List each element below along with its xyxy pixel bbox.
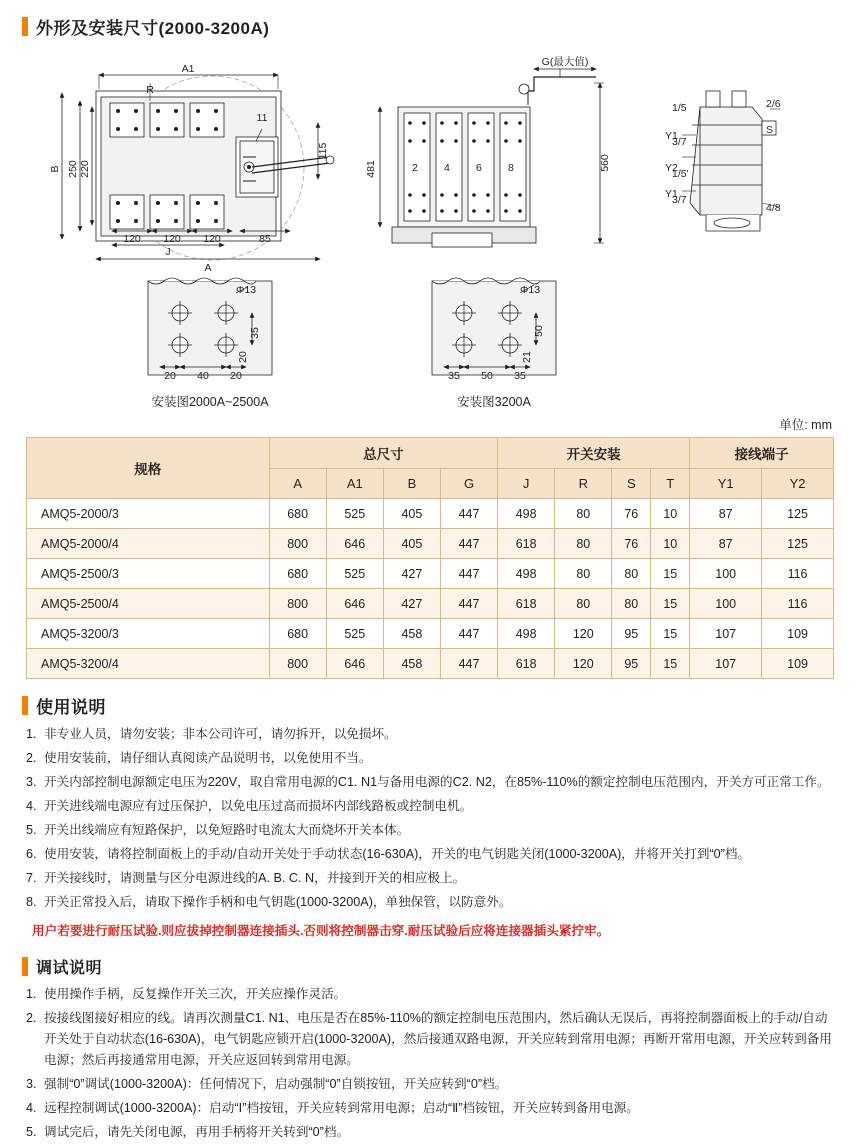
- terminal-Y1-a: Y1: [665, 130, 678, 142]
- item-number: 1.: [26, 727, 37, 741]
- terminal-1-5: 1/5: [672, 102, 687, 114]
- heading-text: 使用说明: [36, 698, 106, 717]
- col-header-Y1: Y1: [690, 469, 762, 499]
- cell-B: 405: [383, 499, 440, 529]
- cell-Y2: 125: [762, 529, 834, 559]
- cell-R: 80: [555, 559, 612, 589]
- cell-model: AMQ5-3200/4: [27, 649, 270, 679]
- cell-G: 447: [440, 589, 497, 619]
- dim-120-c: 120: [203, 233, 221, 245]
- heading-text: 调试说明: [36, 960, 103, 977]
- cell-model: AMQ5-2000/4: [27, 529, 270, 559]
- cell-S: 76: [612, 529, 651, 559]
- mount-small-caption: 安装图2000A~2500A: [151, 395, 269, 409]
- cell-R: 80: [555, 499, 612, 529]
- dim-85: 85: [259, 233, 271, 245]
- cell-A1: 646: [326, 589, 383, 619]
- technical-drawings: [0, 45, 860, 413]
- list-item: [0, 820, 860, 841]
- cell-B: 405: [383, 529, 440, 559]
- cell-B: 458: [383, 649, 440, 679]
- terminal-3-7-a: 3/7: [672, 136, 687, 148]
- cell-model: AMQ5-2500/4: [27, 589, 270, 619]
- cell-T: 15: [651, 589, 690, 619]
- table-row: [27, 529, 834, 559]
- label-pole-4: 4: [444, 162, 450, 174]
- col-header-switch-mount: 开关安装: [498, 438, 690, 469]
- col-header-overall: 总尺寸: [269, 438, 498, 469]
- cell-Y2: 125: [762, 499, 834, 529]
- col-header-B: B: [383, 469, 440, 499]
- item-text: 开关进线端电源应有过压保护，以免电压过高而损坏内部线路板或控制电机。: [44, 799, 473, 813]
- cell-R: 120: [555, 649, 612, 679]
- dim-120-a: 120: [123, 233, 141, 245]
- cell-J: 498: [498, 619, 555, 649]
- mount-big-21: 21: [521, 351, 533, 363]
- item-number: 6.: [26, 847, 37, 861]
- cell-T: 10: [651, 499, 690, 529]
- item-text: 开关接线时，请测量与区分电源进线的A. B. C. N，并接到开关的相应极上。: [44, 871, 466, 885]
- item-text: 开关内部控制电源额定电压为220V，取自常用电源的C1. N1与备用电源的C2. N2，在85%-110%的额定控制电压范围内，开关方可正常工作。: [44, 775, 830, 789]
- cell-Y1: 107: [690, 649, 762, 679]
- cell-G: 447: [440, 529, 497, 559]
- debug-list: [0, 984, 860, 1143]
- dim-560: 560: [599, 154, 611, 172]
- cell-Y1: 107: [690, 619, 762, 649]
- cell-model: AMQ5-2500/3: [27, 559, 270, 589]
- cell-G: 447: [440, 559, 497, 589]
- dim-120-b: 120: [163, 233, 181, 245]
- terminal-1-5-prime: 1/5': [672, 168, 689, 180]
- item-number: 2.: [26, 1011, 37, 1025]
- item-text: 强制“0”调试(1000-3200A)：任何情况下，启动强制“0”自锁按钮，开关应转到“0”档。: [44, 1077, 508, 1091]
- cell-A1: 525: [326, 499, 383, 529]
- cell-B: 427: [383, 589, 440, 619]
- heading-accent-bar: [22, 696, 28, 715]
- cell-Y2: 109: [762, 619, 834, 649]
- list-item: [0, 1122, 860, 1143]
- item-number: 5.: [26, 823, 37, 837]
- item-number: 3.: [26, 775, 37, 789]
- cell-R: 80: [555, 589, 612, 619]
- drawing-svg: [0, 45, 860, 413]
- mount-small-35: 35: [249, 327, 261, 339]
- mount-small-20c: 20: [237, 351, 249, 363]
- list-item: [0, 844, 860, 865]
- dim-481: 481: [365, 160, 377, 178]
- cell-Y1: 87: [690, 529, 762, 559]
- label-pole-8: 8: [508, 162, 514, 174]
- cell-Y1: 100: [690, 589, 762, 619]
- cell-S: 95: [612, 649, 651, 679]
- dim-J: J: [165, 246, 171, 258]
- table-row: [27, 499, 834, 529]
- cell-G: 447: [440, 499, 497, 529]
- col-header-A1: A1: [326, 469, 383, 499]
- cell-T: 15: [651, 649, 690, 679]
- cell-S: 95: [612, 619, 651, 649]
- mount-big-35a: 35: [448, 370, 460, 382]
- table-row: [27, 619, 834, 649]
- cell-J: 618: [498, 589, 555, 619]
- item-number: 3.: [26, 1077, 37, 1091]
- cell-Y1: 87: [690, 499, 762, 529]
- col-header-G: G: [440, 469, 497, 499]
- dim-B: B: [49, 165, 61, 173]
- cell-A: 800: [269, 529, 326, 559]
- dim-G: G(最大值): [541, 56, 589, 68]
- label-pole-2: 2: [412, 162, 418, 174]
- cell-A: 800: [269, 649, 326, 679]
- cell-Y2: 116: [762, 559, 834, 589]
- section-heading-debug: [22, 955, 860, 978]
- dim-11: 11: [256, 112, 268, 124]
- table-row: [27, 589, 834, 619]
- cell-T: 15: [651, 619, 690, 649]
- cell-A1: 646: [326, 649, 383, 679]
- label-pole-6: 6: [476, 162, 482, 174]
- item-text: 使用操作手柄，反复操作开关三次，开关应操作灵活。: [44, 987, 347, 1001]
- mount-small-phi: Φ13: [236, 284, 257, 296]
- list-item: [0, 1098, 860, 1119]
- cell-Y2: 109: [762, 649, 834, 679]
- col-header-terminals: 接线端子: [690, 438, 834, 469]
- cell-model: AMQ5-2000/3: [27, 499, 270, 529]
- cell-A: 680: [269, 559, 326, 589]
- cell-S: 80: [612, 559, 651, 589]
- list-item: [0, 1008, 860, 1071]
- item-text: 远程控制调试(1000-3200A)：启动“Ⅰ”档按钮，开关应转到常用电源；启动“Ⅱ”档铵钮，开关应转到备用电源。: [44, 1101, 639, 1115]
- terminal-Y2: Y2: [665, 162, 678, 174]
- item-number: 7.: [26, 871, 37, 885]
- item-number: 1.: [26, 987, 37, 1001]
- terminal-4-8: 4/8: [766, 202, 781, 214]
- item-text: 调试完后，请先关闭电源，再用手柄将开关转到“0”档。: [44, 1125, 350, 1139]
- item-text: 按接线图接好相应的线。请再次测量C1. N1、电压是否在85%-110%的额定控制电压范围内，然后确认无误后，再将控制器面板上的手动/自动开关处于自动状态(16-630A)，电气钥匙应锁开启(1000-3200A)，然后接通双路电源，开关应转到常用电源；再断开常用电源，开关应转到备用电源；然后再接通常用电源，开关应返回转到常用电源。: [44, 1011, 832, 1067]
- item-number: 5.: [26, 1125, 37, 1139]
- item-text: 使用安装前，请仔细认真阅读产品说明书，以免使用不当。: [44, 751, 372, 765]
- heading-accent-bar: [22, 17, 28, 36]
- cell-A: 680: [269, 499, 326, 529]
- terminal-Y1-b: Y1: [665, 188, 678, 200]
- item-text: 开关出线端应有短路保护，以免短路时电流太大而烧坏开关本体。: [44, 823, 410, 837]
- item-number: 2.: [26, 751, 37, 765]
- item-number: 8.: [26, 895, 37, 909]
- page: [0, 14, 860, 1143]
- list-item: [0, 772, 860, 793]
- cell-A1: 525: [326, 559, 383, 589]
- cell-J: 498: [498, 499, 555, 529]
- terminal-S: S: [766, 124, 774, 136]
- mount-big-50: 50: [533, 325, 545, 337]
- item-text: 开关正常投入后，请取下操作手柄和电气钥匙(1000-3200A)，单独保管，以防意外。: [44, 895, 512, 909]
- mount-big-phi: Φ13: [520, 284, 541, 296]
- list-item: [0, 892, 860, 913]
- col-header-T: T: [651, 469, 690, 499]
- list-item: [0, 724, 860, 745]
- cell-model: AMQ5-3200/3: [27, 619, 270, 649]
- cell-S: 76: [612, 499, 651, 529]
- mount-small-20a: 20: [164, 370, 176, 382]
- item-text: 非专业人员，请勿安装；非本公司许可，请勿拆开，以免损坏。: [44, 727, 397, 741]
- list-item: [0, 748, 860, 769]
- table-row: [27, 559, 834, 589]
- cell-J: 498: [498, 559, 555, 589]
- cell-B: 458: [383, 619, 440, 649]
- cell-A1: 646: [326, 529, 383, 559]
- list-item: [0, 868, 860, 889]
- mount-small-20b: 20: [230, 370, 242, 382]
- heading-accent-bar: [22, 957, 28, 976]
- cell-Y1: 100: [690, 559, 762, 589]
- cell-B: 427: [383, 559, 440, 589]
- cell-J: 618: [498, 529, 555, 559]
- dim-250: 250: [67, 160, 79, 178]
- dimension-table: [26, 437, 834, 679]
- col-header-J: J: [498, 469, 555, 499]
- terminal-2-6: 2/6: [766, 98, 781, 110]
- cell-A: 800: [269, 589, 326, 619]
- terminal-3-7-b: 3/7: [672, 194, 687, 206]
- item-text: 使用安装，请将控制面板上的手动/自动开关处于手动状态(16-630A)，开关的电气钥匙关闭(1000-3200A)，并将开关打到“0”档。: [44, 847, 751, 861]
- cell-R: 120: [555, 619, 612, 649]
- item-number: 4.: [26, 1101, 37, 1115]
- unit-note: 单位: mm: [779, 418, 832, 432]
- dim-A1: A1: [181, 63, 195, 75]
- col-header-Y2: Y2: [762, 469, 834, 499]
- col-header-R: R: [555, 469, 612, 499]
- dim-115: 115: [317, 142, 329, 160]
- mount-small-40: 40: [197, 370, 209, 382]
- section-heading-usage: [22, 693, 860, 718]
- cell-T: 15: [651, 559, 690, 589]
- dim-R: R: [146, 84, 154, 96]
- col-header-S: S: [612, 469, 651, 499]
- heading-text: 外形及安装尺寸(2000-3200A): [36, 19, 270, 38]
- cell-G: 447: [440, 649, 497, 679]
- cell-J: 618: [498, 649, 555, 679]
- item-number: 4.: [26, 799, 37, 813]
- warning-note: 用户若要进行耐压试验.则应拔掉控制器连接插头.否则将控制器击穿.耐压试验后应将连接器插头紧拧牢。: [32, 924, 610, 938]
- cell-A: 680: [269, 619, 326, 649]
- cell-G: 447: [440, 619, 497, 649]
- list-item: [0, 984, 860, 1005]
- cell-R: 80: [555, 529, 612, 559]
- col-header-A: A: [269, 469, 326, 499]
- col-header-model: 规格: [27, 438, 270, 499]
- cell-T: 10: [651, 529, 690, 559]
- dim-220: 220: [79, 160, 91, 178]
- mount-big-50b: 50: [481, 370, 493, 382]
- mount-big-35b: 35: [514, 370, 526, 382]
- dim-A: A: [204, 262, 212, 274]
- cell-A1: 525: [326, 619, 383, 649]
- usage-list: [0, 724, 860, 913]
- table-row: [27, 649, 834, 679]
- mount-big-caption: 安装图3200A: [457, 395, 531, 409]
- list-item: [0, 796, 860, 817]
- section-heading-dimensions: [22, 14, 860, 39]
- list-item: [0, 1074, 860, 1095]
- cell-S: 80: [612, 589, 651, 619]
- cell-Y2: 116: [762, 589, 834, 619]
